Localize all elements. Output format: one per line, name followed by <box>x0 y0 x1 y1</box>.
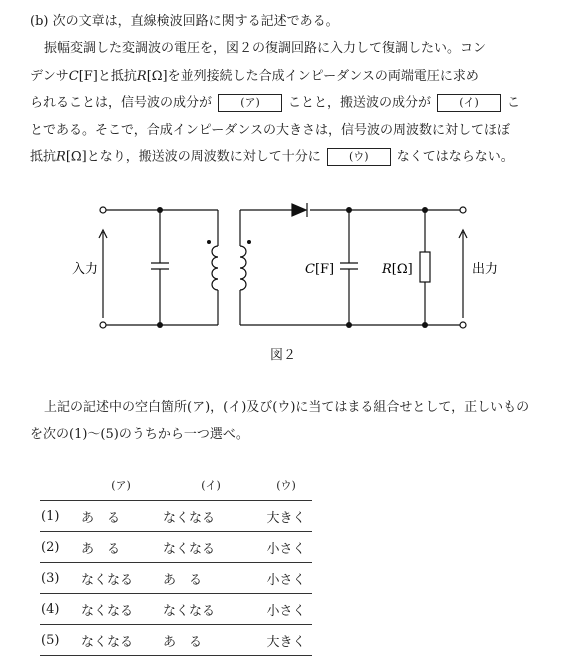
paragraph-line-1 <box>44 40 543 58</box>
input-label: 入力 <box>72 262 99 277</box>
table-cell: あ る <box>162 625 260 656</box>
input-arrow <box>99 230 107 318</box>
question-text: 上記の記述中の空白箇所(ア)，(イ)及び(ウ)に当てはまる組合せとして，正しいもの <box>44 400 530 415</box>
junction-dot <box>157 322 163 328</box>
paragraph-line-3 <box>30 94 543 113</box>
question-line-2 <box>30 426 543 444</box>
output-terminal-bottom <box>460 322 466 328</box>
input-terminal-top <box>100 207 106 213</box>
capacitor-unit: [F] <box>78 69 98 84</box>
question-line-1 <box>44 399 543 417</box>
output-label: 出力 <box>472 262 499 277</box>
table-header-row <box>40 470 312 501</box>
table-cell: (1) <box>40 501 80 532</box>
figure-caption: 図２ <box>270 348 297 363</box>
table-cell: なくなる <box>80 563 162 594</box>
table-header <box>40 470 80 501</box>
table-cell: (2) <box>40 532 80 563</box>
polarity-dot <box>247 240 251 244</box>
resistor-symbol: R <box>56 149 66 165</box>
table-row <box>40 501 312 532</box>
table-header: (ア) <box>111 479 131 492</box>
transformer-secondary-coil <box>240 210 246 325</box>
transformer-primary-coil <box>212 210 218 325</box>
table-row <box>40 563 312 594</box>
resistor-label: R[Ω] <box>382 262 413 277</box>
table-cell: 大きく <box>260 501 312 532</box>
table-row <box>40 532 312 563</box>
paragraph-text: られることは，信号波の成分が <box>30 95 213 111</box>
paragraph-text: なくてはならない。 <box>396 149 514 165</box>
table-row <box>40 594 312 625</box>
table-cell: なくなる <box>80 625 162 656</box>
blank-a: (ア) <box>218 94 282 112</box>
resistor-unit: [Ω] <box>146 69 168 84</box>
paragraph-text: デンサ <box>30 69 69 84</box>
table-cell: (5) <box>40 625 80 656</box>
circuit-diagram <box>0 190 563 360</box>
table-header: (イ) <box>201 479 221 492</box>
paragraph-text: を並列接続した合成インピーダンスの両端電圧に求め <box>167 69 479 84</box>
paragraph-line-4 <box>30 122 543 140</box>
table-cell: なくなる <box>162 594 260 625</box>
paragraph-text: となり，搬送波の周波数に対して十分に <box>86 149 321 165</box>
paragraph-text: 振幅変調した変調波の電圧を，図２の復調回路に入力して復調したい。コン <box>44 41 487 56</box>
table-cell: 大きく <box>260 625 312 656</box>
blank-u: (ウ) <box>327 148 391 166</box>
table-cell: (3) <box>40 563 80 594</box>
output-capacitor <box>340 210 358 325</box>
table-cell: (4) <box>40 594 80 625</box>
table-cell: なくなる <box>162 501 260 532</box>
paragraph-text: ことと，搬送波の成分が <box>288 95 432 111</box>
junction-dot <box>422 207 428 213</box>
question-text: を次の(1)～(5)のうちから一つ選べ。 <box>30 427 249 442</box>
table-cell: 小さく <box>260 563 312 594</box>
capacitor-label: C[F] <box>305 262 335 277</box>
table-cell: 小さく <box>260 532 312 563</box>
junction-dot <box>422 322 428 328</box>
resistor-symbol: R <box>136 69 147 84</box>
table-row <box>40 625 312 656</box>
paragraph-line-2 <box>30 68 543 86</box>
resistor <box>420 210 430 325</box>
output-arrow <box>459 230 467 318</box>
table-cell: あ る <box>80 532 162 563</box>
paragraph-text: こ <box>507 95 521 111</box>
table-cell: なくなる <box>80 594 162 625</box>
table-cell: あ る <box>80 501 162 532</box>
paragraph-line-5 <box>30 148 543 167</box>
table-cell: あ る <box>162 563 260 594</box>
junction-dot <box>346 207 352 213</box>
capacitor-symbol: C <box>68 69 79 84</box>
junction-dot <box>157 207 163 213</box>
blank-i: (イ) <box>437 94 501 112</box>
table-cell: 小さく <box>260 594 312 625</box>
paragraph-text: 抵抗 <box>30 149 57 165</box>
input-terminal-bottom <box>100 322 106 328</box>
input-capacitor <box>151 210 169 325</box>
resistor-unit: [Ω] <box>65 149 87 165</box>
table-header: (ウ) <box>276 479 296 492</box>
output-terminal-top <box>460 207 466 213</box>
diode <box>292 203 307 217</box>
section-heading: (b) 次の文章は，直線検波回路に関する記述である。 <box>30 14 339 29</box>
paragraph-text: とである。そこで，合成インピーダンスの大きさは，信号波の周波数に対してほぼ <box>30 123 510 138</box>
answer-table <box>40 470 312 656</box>
table-cell: なくなる <box>162 532 260 563</box>
paragraph-text: と抵抗 <box>97 69 137 84</box>
junction-dot <box>346 322 352 328</box>
polarity-dot <box>207 240 211 244</box>
